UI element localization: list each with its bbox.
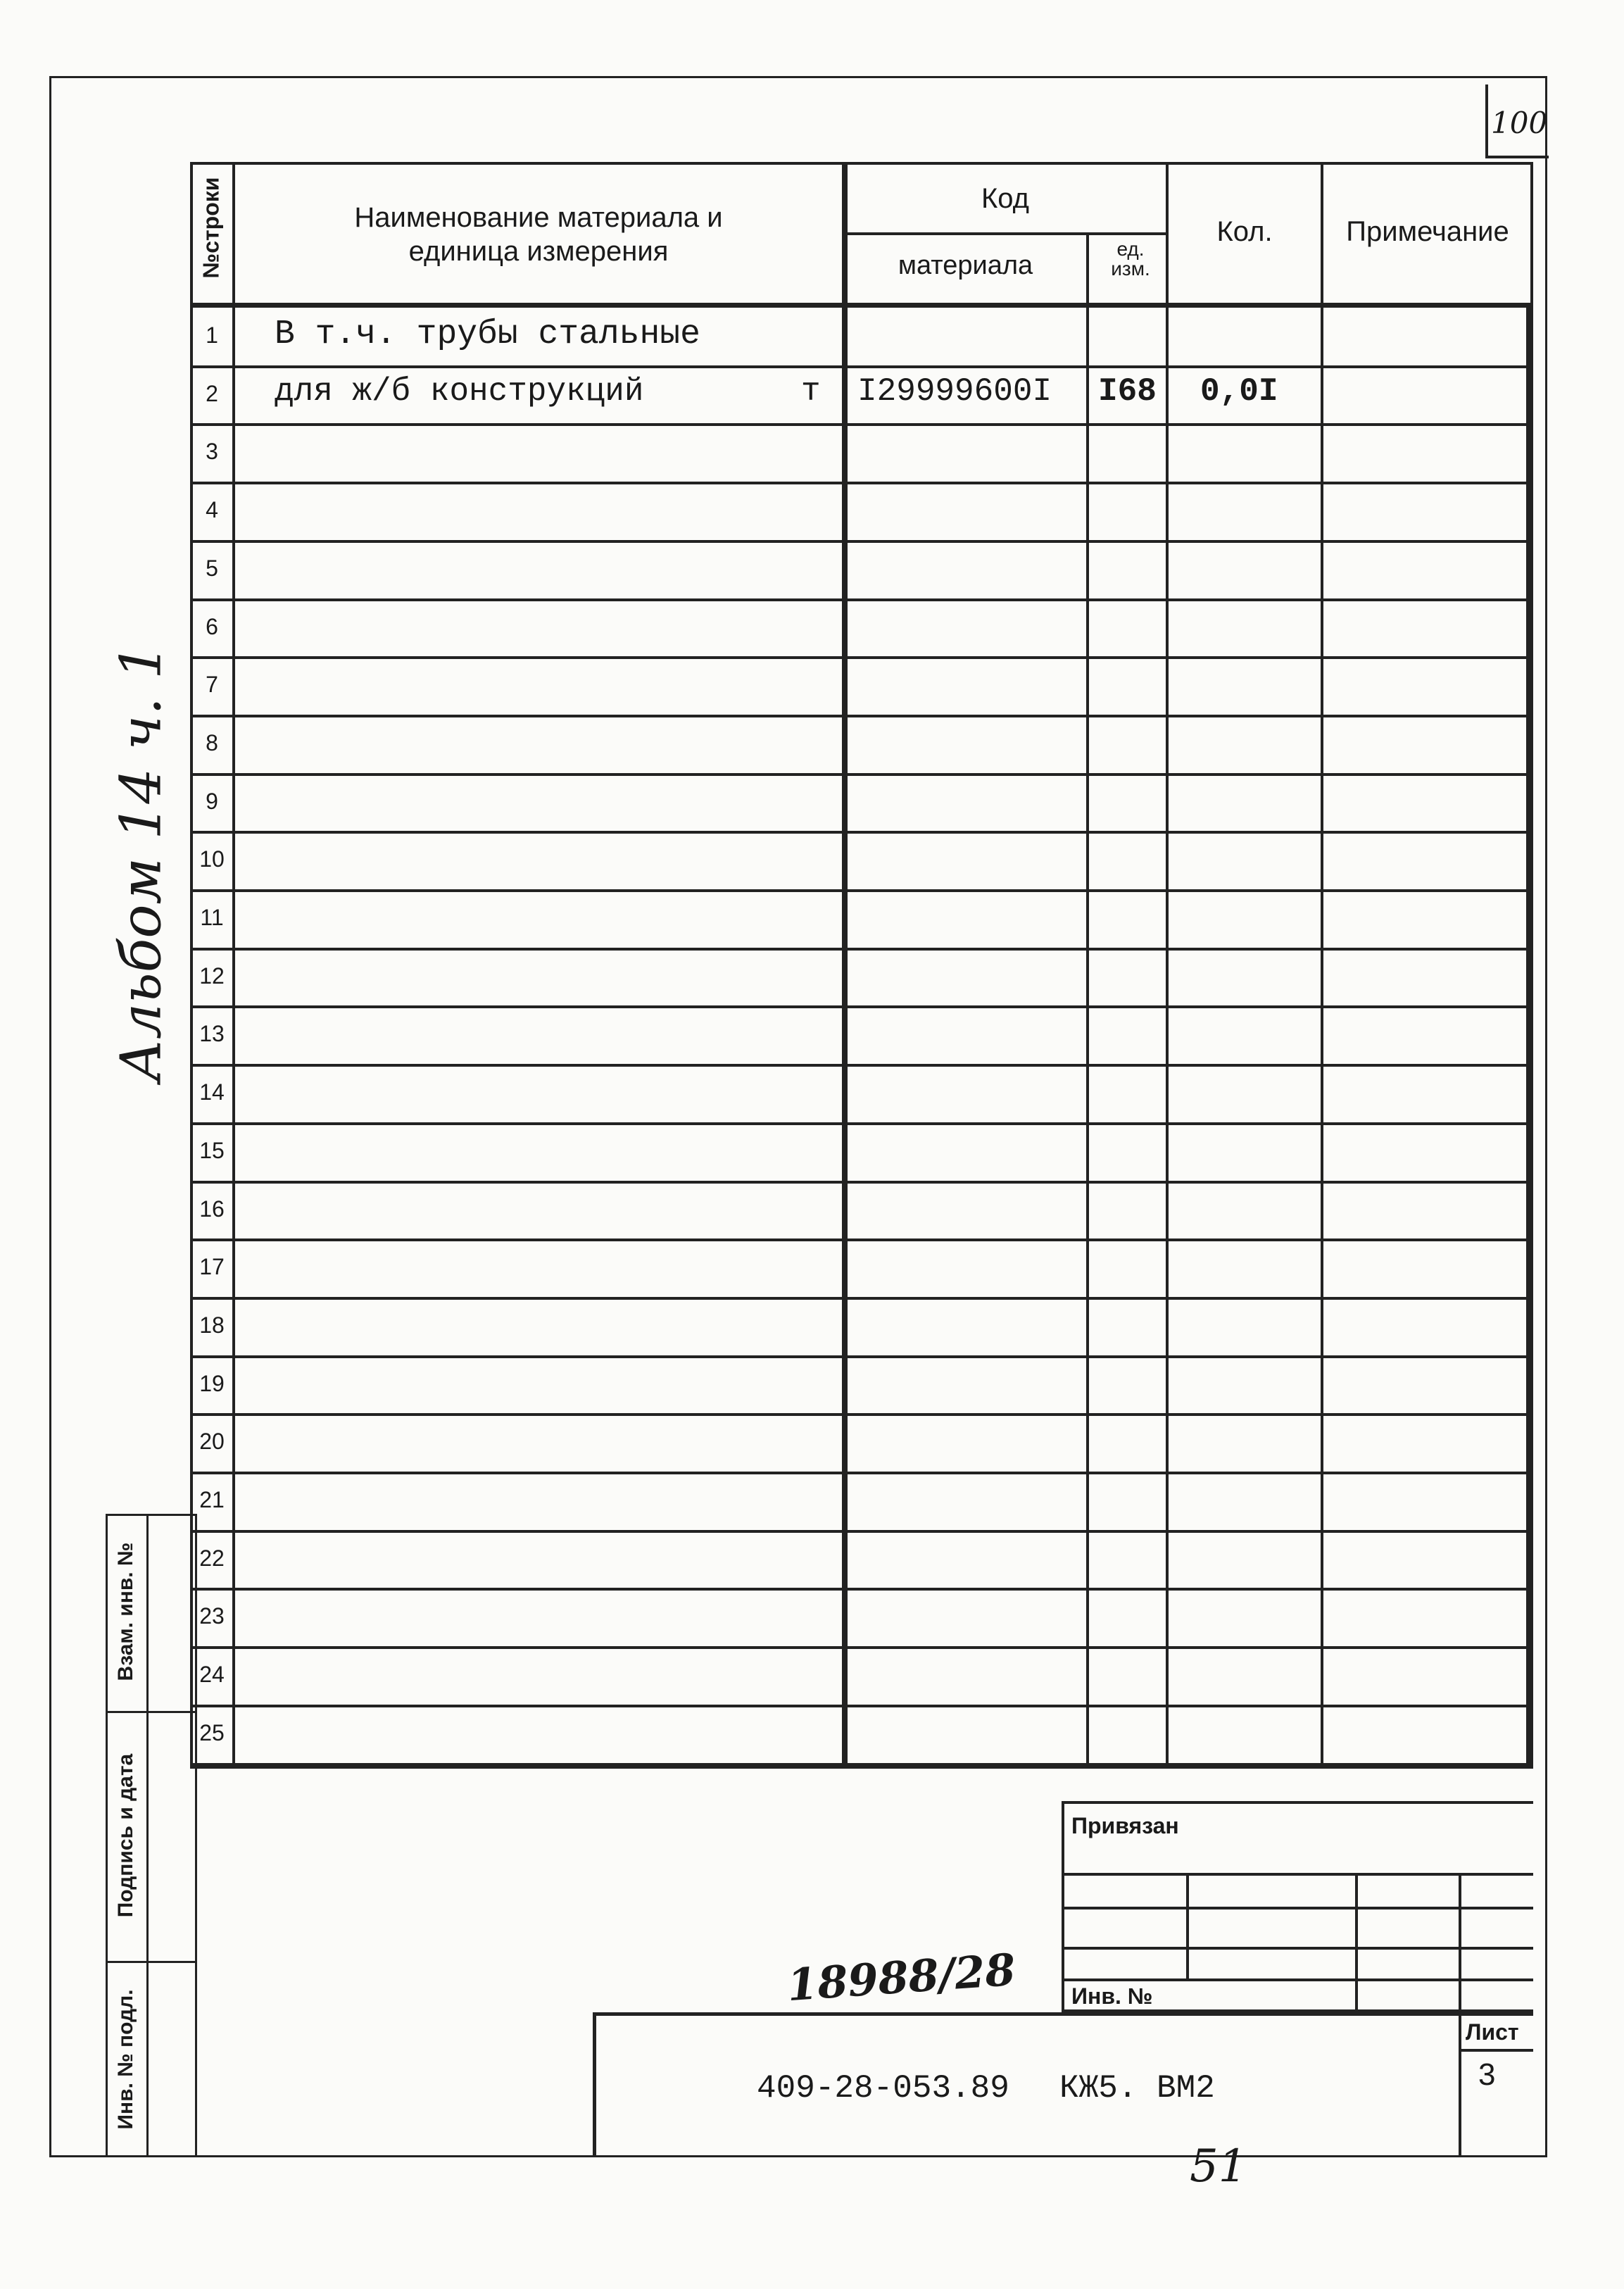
side-stamp-line-1 [106,1711,197,1713]
row-number: 2 [206,380,218,406]
row-number: 17 [199,1254,225,1280]
row-number: 8 [206,729,218,755]
col-divider-rownum [232,162,235,1766]
row-divider [190,948,1533,951]
row-number: 7 [206,672,218,698]
row-number: 13 [199,1021,225,1047]
side-stamp-divider [146,1514,149,2157]
row-2-quantity: 0,0I [1200,373,1278,410]
row-divider [190,1355,1533,1358]
row-divider [190,365,1533,368]
bound-line-1 [1062,1873,1533,1876]
bound-line-4 [1062,1978,1533,1981]
row-number: 12 [199,962,225,989]
bound-label: Привязан [1071,1813,1179,1838]
bound-line-2 [1062,1907,1533,1909]
sheet-label: Лист [1466,2019,1519,2045]
title-block-top [190,1766,1533,1769]
row-number: 16 [199,1196,225,1222]
row-number: 14 [199,1079,225,1105]
row-2-material-code: I29999600I [857,373,1052,410]
col-divider-name [842,162,848,1766]
row-divider [190,1297,1533,1300]
row-divider [190,1646,1533,1649]
row-divider [190,656,1533,659]
row-number: 3 [206,439,218,465]
row-divider [190,1705,1533,1707]
row-divider [190,540,1533,543]
row-divider [190,1413,1533,1416]
row-2-name: для ж/б конструкций [275,373,644,410]
row-number: 11 [200,905,224,930]
row-number: 25 [199,1719,225,1745]
col-divider-material [1086,232,1089,1766]
row-number: 15 [199,1137,225,1163]
side-stamp-swap-inv: Взам. инв. № [114,1542,137,1681]
side-stamp-sign-date: Подпись и дата [114,1753,137,1918]
row-number: 23 [199,1603,225,1629]
row-number: 6 [206,613,218,639]
row-number: 9 [206,788,218,814]
row-number: 5 [206,555,218,581]
row-divider [190,1588,1533,1591]
row-1-name: В т.ч. трубы стальные [275,315,700,353]
row-number: 4 [206,497,218,523]
row-divider [190,831,1533,834]
header-qty: Кол. [1216,216,1273,247]
row-divider [190,889,1533,892]
bound-col-2 [1355,1873,1358,2012]
side-stamp-inv-orig: Инв. № подл. [114,1989,137,2130]
row-divider [190,1181,1533,1184]
row-2-unit-code: I68 [1098,373,1157,410]
row-number: 18 [199,1312,225,1338]
row-divider [190,715,1533,717]
row-number: 24 [199,1662,225,1688]
row-divider [190,1238,1533,1241]
col-divider-qty [1321,162,1323,1766]
row-divider [190,1530,1533,1533]
header-code-material: материала [898,251,1033,280]
bound-col-1 [1186,1873,1189,1978]
row-number: 20 [199,1429,225,1455]
row-number: 1 [206,322,218,348]
stamp-number: 18988/28 [785,1943,1017,2012]
col-divider-right [1526,303,1532,1766]
sheet-col [1459,2012,1461,2157]
row-divider [190,1122,1533,1125]
row-divider [190,773,1533,776]
header-code-unit: ед. изм. [1111,238,1150,280]
doc-code: 409-28-053.89 [757,2070,1009,2107]
page-number: 51 [1190,2140,1247,2193]
header-row-no: №строки [198,177,224,279]
row-divider [190,423,1533,426]
bound-col-3 [1459,1873,1461,2012]
header-code-split [842,232,1166,235]
header-name: Наименование материала и единица измерения [354,202,723,267]
sheet-label-line [1459,2049,1533,2052]
row-divider [190,482,1533,484]
row-divider [190,1005,1533,1008]
sheet-number: 3 [1478,2057,1496,2092]
row-number: 10 [199,846,225,872]
row-number: 19 [199,1370,225,1396]
row-divider [190,598,1533,601]
row-number: 22 [199,1545,225,1571]
row-divider [190,1472,1533,1474]
header-bottom [190,303,1533,308]
bound-line-3 [1062,1947,1533,1950]
row-2-unit: т [801,373,821,410]
inv-no-label: Инв. № [1071,1983,1153,2009]
header-code: Код [981,183,1029,214]
row-number: 21 [199,1487,225,1512]
header-note: Примечание [1346,216,1509,247]
row-divider [190,1064,1533,1067]
col-divider-unit [1166,162,1169,1766]
margin-album-note: Альбом 14 ч. 1 [108,643,174,1082]
doc-mark: КЖ5. ВМ2 [1059,2070,1215,2107]
corner-number: 100 [1491,106,1548,140]
